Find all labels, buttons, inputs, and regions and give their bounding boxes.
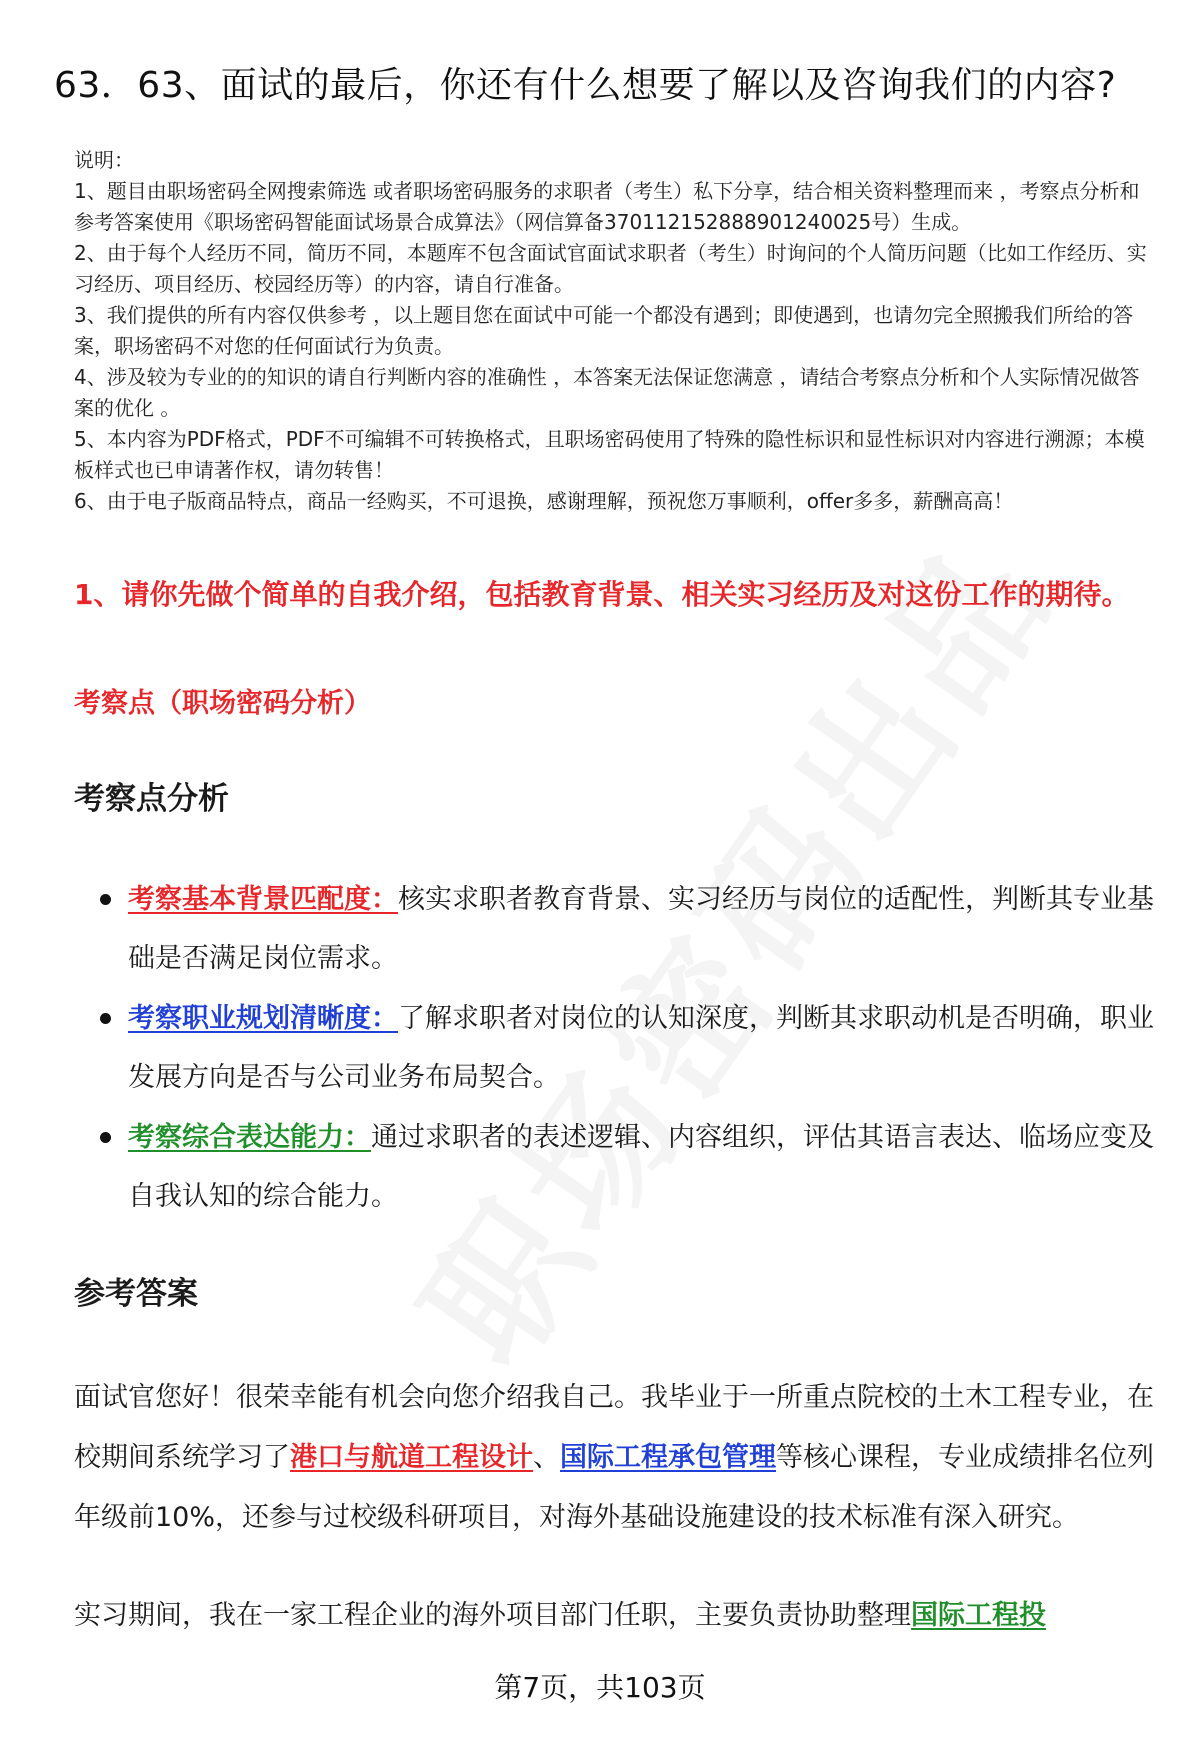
answer-separator: 、 bbox=[533, 1442, 560, 1473]
notes-item: 6、由于电子版商品特点，商品一经购买，不可退换，感谢理解，预祝您万事顺利，offer多多，薪酬高高！ bbox=[74, 489, 1014, 513]
answer-paragraph bbox=[74, 1368, 1154, 1548]
bullet-keyword: 考察基本背景匹配度： bbox=[128, 884, 398, 915]
bullet-keyword: 考察综合表达能力： bbox=[128, 1122, 371, 1153]
answer-text: 等核心课程，专业成绩排名位列年级前10%，还参与过校级科研项目，对海外基础设施建设的技术标准有深入研究。 bbox=[74, 1442, 1154, 1533]
answer-keyword: 国际工程投 bbox=[911, 1600, 1046, 1631]
bullet-dot-icon bbox=[100, 894, 111, 905]
bullet-keyword: 考察职业规划清晰度： bbox=[128, 1003, 398, 1034]
answer-heading: 参考答案 bbox=[74, 1276, 198, 1312]
notes-item: 4、涉及较为专业的的知识的请自行判断内容的准确性 ，本答案无法保证您满意 ，请结合考察点分析和个人实际情况做答案的优化 。 bbox=[74, 365, 1140, 420]
list-item bbox=[74, 989, 1154, 1107]
focus-label: 考察点（职场密码分析） bbox=[74, 688, 371, 719]
bullet-text: 了解求职者对岗位的认知深度，判断其求职动机是否明确，职业发展方向是否与公司业务布局契合。 bbox=[128, 1003, 1154, 1093]
analysis-list bbox=[74, 870, 1154, 1227]
question-text: 1、请你先做个简单的自我介绍，包括教育背景、相关实习经历及对这份工作的期待。 bbox=[74, 578, 1130, 611]
bullet-dot-icon bbox=[100, 1132, 111, 1143]
disclaimer-notes bbox=[74, 145, 1154, 517]
notes-item: 1、题目由职场密码全网搜索筛选 或者职场密码服务的求职者（考生）私下分享，结合相关资料整理而来 ，考察点分析和参考答案使用《职场密码智能面试场景合成算法》（网信算备370112152888901240025号）生成。 bbox=[74, 179, 1140, 234]
answer-text: 实习期间，我在一家工程企业的海外项目部门任职，主要负责协助整理 bbox=[74, 1600, 911, 1631]
answer-text: 面试官您好！很荣幸能有机会向您介绍我自己。我毕业于一所重点院校的土木工程专业，在校期间系统学习了 bbox=[74, 1382, 1154, 1473]
page-number: 第7页，共103页 bbox=[494, 1671, 706, 1704]
answer-keyword: 港口与航道工程设计 bbox=[290, 1442, 533, 1473]
notes-item: 2、由于每个人经历不同，简历不同，本题库不包含面试官面试求职者（考生）时询问的个人简历问题（比如工作经历、实习经历、项目经历、校园经历等）的内容，请自行准备。 bbox=[74, 241, 1147, 296]
bullet-dot-icon bbox=[100, 1013, 111, 1024]
analysis-heading: 考察点分析 bbox=[74, 781, 229, 817]
notes-item: 5、本内容为PDF格式，PDF不可编辑不可转换格式，且职场密码使用了特殊的隐性标识和显性标识对内容进行溯源；本模板样式也已申请著作权，请勿转售！ bbox=[74, 427, 1145, 482]
bullet-text: 核实求职者教育背景、实习经历与岗位的适配性，判断其专业基础是否满足岗位需求。 bbox=[128, 884, 1154, 974]
list-item bbox=[74, 1108, 1154, 1226]
page-title: 63．63、面试的最后，你还有什么想要了解以及咨询我们的内容? bbox=[54, 65, 1117, 106]
list-item bbox=[74, 870, 1154, 988]
notes-label: 说明： bbox=[74, 148, 134, 172]
answer-keyword: 国际工程承包管理 bbox=[560, 1442, 776, 1473]
answer-body bbox=[74, 1368, 1154, 1684]
notes-item: 3、我们提供的所有内容仅供参考 ，以上题目您在面试中可能一个都没有遇到；即使遇到，也请勿完全照搬我们所给的答案，职场密码不对您的任何面试行为负责。 bbox=[74, 303, 1134, 358]
bullet-text: 通过求职者的表述逻辑、内容组织，评估其语言表达、临场应变及自我认知的综合能力。 bbox=[128, 1122, 1154, 1212]
answer-paragraph bbox=[74, 1586, 1154, 1646]
